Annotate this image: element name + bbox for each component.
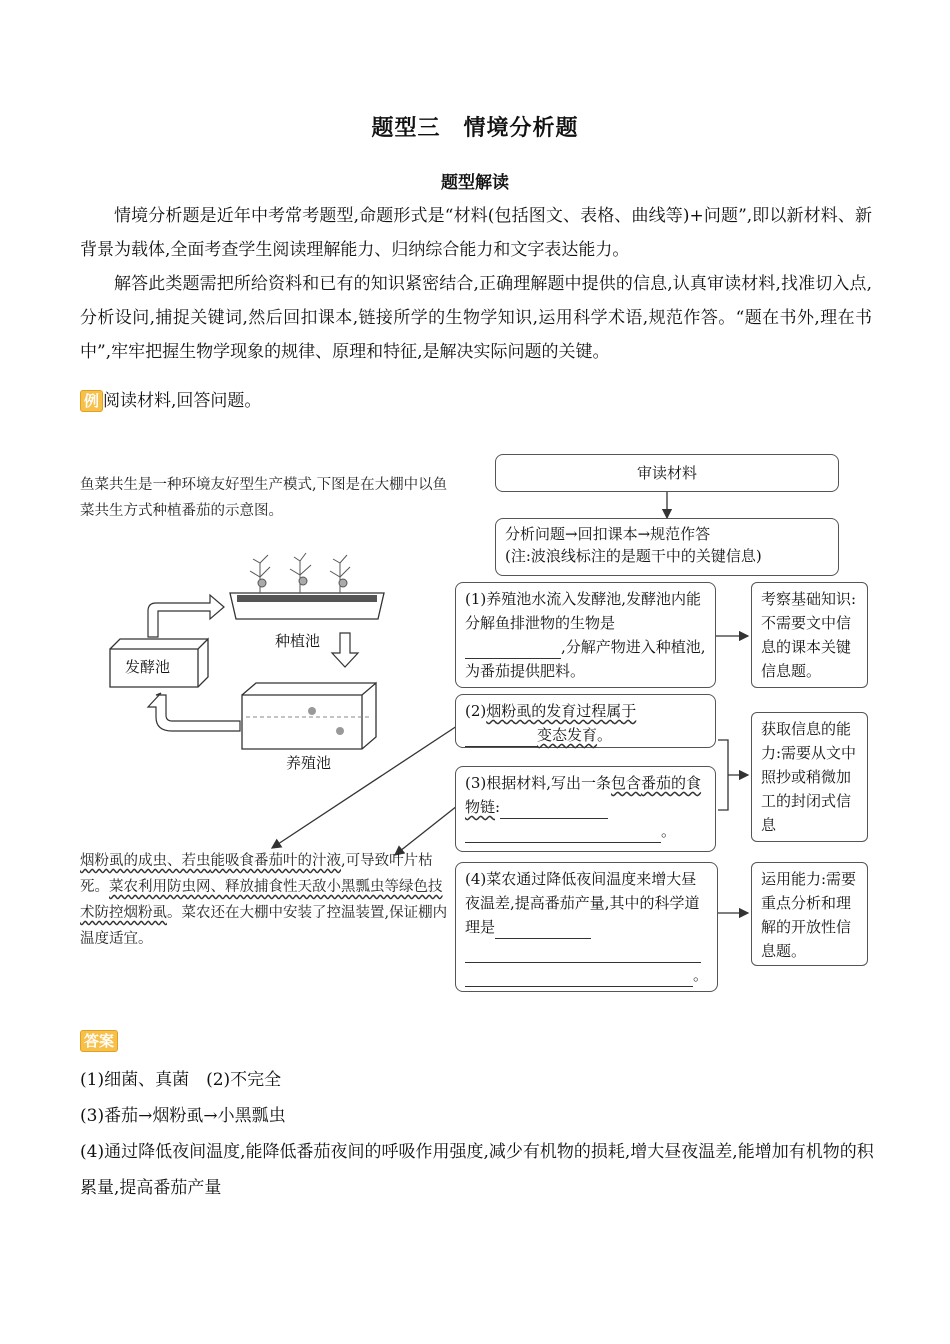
label-fermentation-pool: 发酵池 [125,658,171,676]
answer-blank-4a [495,920,591,939]
material-key-2: 能吸食番茄叶的汁液 [210,853,341,869]
material-text [80,848,450,952]
question-3-box [455,766,716,852]
intro-paragraph-1: 情境分析题是近年中考常考题型,命题形式是“材料(包括图文、表格、曲线等)+问题”,即以新材料、新背景为载体,全面考查学生阅读理解能力、归纳综合能力和文字表达能力。 [80,206,872,260]
flow-step-analyze [495,518,839,576]
answer-blank-4b [465,944,701,963]
question-1-text: (1)养殖池水流入发酵池,发酵池内能分解鱼排泄物的生物是 [465,590,702,632]
note-application: 运用能力:需要重点分析和理解的开放性信息题。 [751,862,868,966]
material-plain-2: 。菜农还在大棚中安装了控温装置,保证棚内温度适宜。 [80,905,448,947]
question-3-key-2: 番茄的食物链 [465,774,702,816]
note-info-ability: 获取信息的能力:需要从文中照抄或稍微加工的封闭式信息 [751,712,868,842]
question-4-text: (4)菜农通过降低夜间温度来增大昼夜温差,提高番茄产量,其中的科学道理是 [465,870,700,936]
flow-step-analyze-line1: 分析问题→回扣课本→规范作答 [505,525,711,543]
answer-blank-4c [465,968,693,987]
intro-text [80,199,872,369]
section-subtitle: 题型解读 [441,173,509,193]
answer-blank-2 [465,728,537,747]
example-prompt-text: 阅读材料,回答问题。 [103,391,262,411]
question-2-num: (2) [465,702,487,720]
material-key-1: 烟粉虱的成虫、若虫 [80,853,211,869]
material-plain-1: ,可导致叶片枯死。 [80,853,433,895]
answer-line-1: (1)细菌、真菌 (2)不完全 [80,1070,282,1090]
material-intro: 鱼菜共生是一种环境友好型生产模式,下图是在大棚中以鱼菜共生方式种植番茄的示意图。 [80,477,448,519]
question-1-text-end: ,分解产物进入种植池,为番茄提供肥料。 [465,638,706,680]
question-2-box [455,694,716,748]
example-prompt [80,386,261,412]
question-4-end: 。 [693,966,709,984]
label-breeding-pool: 养殖池 [286,754,332,772]
answer-blank-3b [465,824,661,843]
page-title: 题型三 情境分析题 [371,116,579,141]
answer-section [80,1062,880,1206]
answer-blank-3a [500,800,608,819]
flow-step-analyze-line2: (注:波浪线标注的是题干中的关键信息) [505,547,762,565]
answer-blank-1 [465,640,561,659]
flow-step-read-material: 审读材料 [495,454,839,492]
example-badge: 例 [80,390,103,412]
question-3-text: (3)根据材料,写出一条 [465,774,612,792]
note-basic-knowledge: 考察基础知识:不需要文中信息的课本关键信息题。 [751,582,868,688]
question-2-key: 烟粉虱的发育过程属于 [486,702,637,720]
label-planting-pool: 种植池 [275,632,321,650]
question-4-box [455,862,718,992]
question-1-box [455,582,716,688]
answer-badge-wrap [80,1030,118,1052]
answer-badge: 答案 [80,1030,118,1052]
intro-paragraph-2: 解答此类题需把所给资料和已有的知识紧密结合,正确理解题中提供的信息,认真审读材料,找准切入点,分析设问,捕捉关键词,然后回扣课本,链接所学的生物学知识,运用科学术语,规范作答。“题在书外,理在书中”,牢牢把握生物学现象的规律、原理和特征,是解决实际问题的关键。 [80,274,872,362]
question-3-end: 。 [661,822,677,840]
answer-line-2: (3)番茄→烟粉虱→小黑瓢虫 [80,1106,286,1126]
question-3-colon: : [495,798,501,816]
question-2-key-2: 变态发育 [537,726,598,744]
material-key-3: 菜农利用防虫网、释放捕食性天敌小黑瓢虫等绿色技术防控烟粉虱 [80,879,443,921]
answer-line-3: (4)通过降低夜间温度,能降低番茄夜间的呼吸作用强度,减少有机物的损耗,增大昼夜温差,能增加有机物的积累量,提高番茄产量 [80,1142,874,1198]
question-3-key: 包含 [611,774,642,792]
question-2-end: 。 [597,726,613,744]
